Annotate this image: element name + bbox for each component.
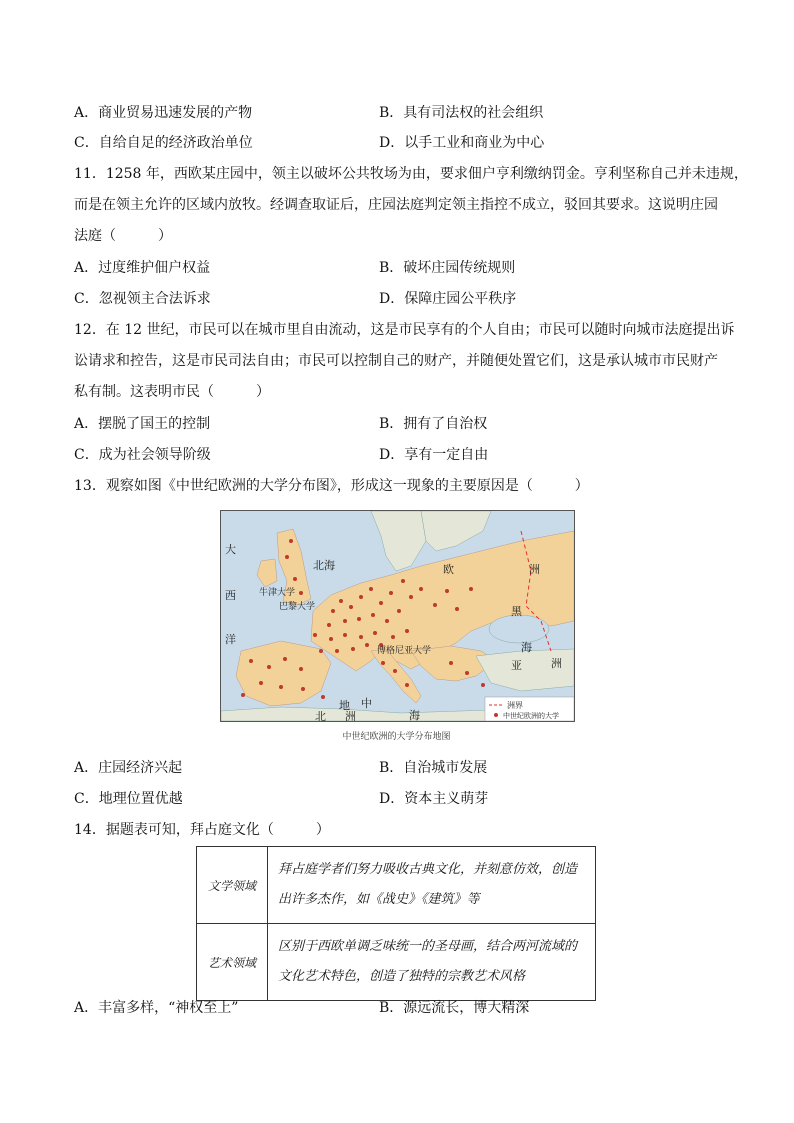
university-dot <box>293 577 297 581</box>
map-label-xi: 西 <box>225 589 236 602</box>
q12-stem-line2: 讼请求和控告，这是市民司法自由；市民可以控制自己的财产，并随便处置它们，这是承认城市市民财产 <box>74 353 718 369</box>
university-dot <box>359 595 363 599</box>
university-dot <box>267 665 271 669</box>
university-dot <box>313 633 317 637</box>
q14-option-a[interactable]: A．丰富多样，“神权至上” <box>74 1000 239 1016</box>
university-dot <box>241 693 245 697</box>
university-dot <box>465 671 469 675</box>
q10-option-b[interactable]: B．具有司法权的社会组织 <box>379 105 544 121</box>
university-dot <box>343 619 347 623</box>
university-dot <box>405 683 409 687</box>
legend-border-label: 洲界 <box>507 701 523 710</box>
q10-option-c[interactable]: C．自给自足的经济政治单位 <box>74 135 253 151</box>
map-label-hai1: 海 <box>521 641 532 654</box>
map-label-oxford: 牛津大学 <box>259 588 296 598</box>
q11-stem-line3: 法庭（ ） <box>74 228 172 244</box>
map-label-zhou3: 洲 <box>345 710 356 721</box>
q11-option-d[interactable]: D．保障庄园公平秩序 <box>379 291 517 307</box>
q11-stem-line2: 而是在领主允许的区域内放牧。经调查取证后，庄园法庭判定领主指控不成立，驳回其要求。这说明庄园 <box>74 197 718 213</box>
university-dot <box>249 659 253 663</box>
map-label-bologna: 博格尼亚大学 <box>377 646 432 656</box>
map-label-hai2: 海 <box>409 709 420 721</box>
map-svg <box>221 511 574 721</box>
university-dot <box>409 595 413 599</box>
university-dot <box>283 657 287 661</box>
university-dot <box>279 685 283 689</box>
university-dot <box>419 587 423 591</box>
map-label-ya: 亚 <box>511 659 522 672</box>
university-dot <box>373 631 377 635</box>
university-dot <box>365 643 369 647</box>
map-label-yang: 洋 <box>225 633 236 646</box>
university-dot <box>385 619 389 623</box>
university-dot <box>321 695 325 699</box>
map-label-zhou2: 洲 <box>551 657 562 670</box>
university-dot <box>445 589 449 593</box>
q11-option-c[interactable]: C．忽视领主合法诉求 <box>74 291 211 307</box>
university-dot <box>259 681 263 685</box>
q11-stem-line1: 11．1258 年，西欧某庄园中，领主以破坏公共牧场为由，要求佃户亨利缴纳罚金。亨利坚称自己并未违规， <box>74 166 748 182</box>
q12-option-d[interactable]: D．享有一定自由 <box>379 447 489 463</box>
university-dot <box>329 637 333 641</box>
q14-stem-line1: 14．据题表可知，拜占庭文化（ ） <box>74 822 330 838</box>
q10-option-a[interactable]: A．商业贸易迅速发展的产物 <box>74 105 253 121</box>
q11-option-b[interactable]: B．破坏庄园传统规则 <box>379 260 516 276</box>
table-row <box>197 847 596 924</box>
q13-option-d[interactable]: D．资本主义萌芽 <box>379 791 489 807</box>
q13-option-a[interactable]: A．庄园经济兴起 <box>74 760 183 776</box>
table-row-head: 艺术领域 <box>197 924 268 1001</box>
university-dot <box>379 601 383 605</box>
map-label-zhou1: 洲 <box>529 563 540 576</box>
q14-option-b[interactable]: B．源远流长，博大精深 <box>379 1000 530 1016</box>
map-label-da: 大 <box>225 543 236 556</box>
university-dot <box>397 609 401 613</box>
university-dot <box>299 667 303 671</box>
university-dot <box>339 599 343 603</box>
map-label-hei: 黑 <box>511 605 522 618</box>
q12-stem-line3: 私有制。这表明市民（ ） <box>74 384 270 400</box>
table-row-body: 区别于西欧单调乏味统一的圣母画，结合两河流域的文化艺术特色，创造了独特的宗教艺术风格 <box>268 924 596 1001</box>
q12-option-b[interactable]: B．拥有了自治权 <box>379 416 488 432</box>
university-dot <box>327 623 331 627</box>
university-dot <box>319 649 323 653</box>
university-dot <box>343 633 347 637</box>
university-dot <box>301 687 305 691</box>
q12-stem-line1: 12．在 12 世纪，市民可以在城市里自由流动，这是市民享有的个人自由；市民可以随时向城市法庭提出诉 <box>74 322 735 338</box>
university-dot <box>481 683 485 687</box>
university-dot <box>349 605 353 609</box>
map-caption: 中世纪欧洲的大学分布地图 <box>342 732 451 742</box>
university-dot <box>393 669 397 673</box>
university-dot <box>371 613 375 617</box>
university-dot <box>285 555 289 559</box>
map-label-zhong: 中 <box>361 697 372 710</box>
university-dot <box>381 661 385 665</box>
black-sea <box>489 615 549 643</box>
map-label-ou: 欧 <box>443 563 454 576</box>
university-dot <box>299 591 303 595</box>
q13-option-c[interactable]: C．地理位置优越 <box>74 791 183 807</box>
map-label-di: 地 <box>339 699 350 712</box>
q12-option-c[interactable]: C．成为社会领导阶级 <box>74 447 211 463</box>
university-dot <box>335 649 339 653</box>
table-row-body: 拜占庭学者们努力吸收古典文化，并刻意仿效，创造出许多杰作，如《战史》《建筑》等 <box>268 847 596 924</box>
university-dot <box>359 635 363 639</box>
legend-univ-label: 中世纪欧洲的大学 <box>503 712 559 720</box>
university-dot <box>401 579 405 583</box>
university-dot <box>391 635 395 639</box>
table-row <box>197 924 596 1001</box>
table-row-head: 文学领域 <box>197 847 268 924</box>
legend-univ-swatch <box>494 713 498 717</box>
university-dot <box>389 591 393 595</box>
q10-option-d[interactable]: D．以手工业和商业为中心 <box>379 135 545 151</box>
university-dot <box>357 617 361 621</box>
q13-stem-line1: 13．观察如图《中世纪欧洲的大学分布图》，形成这一现象的主要原因是（ ） <box>74 478 589 494</box>
university-dot <box>289 539 293 543</box>
university-dot <box>469 587 473 591</box>
map-label-bei: 北 <box>315 710 326 721</box>
map-legend <box>485 697 574 721</box>
university-dot <box>331 609 335 613</box>
q11-option-a[interactable]: A．过度维护佃户权益 <box>74 260 211 276</box>
q12-option-a[interactable]: A．摆脱了国王的控制 <box>74 416 211 432</box>
university-dot <box>455 607 459 611</box>
university-dot <box>433 603 437 607</box>
q13-option-b[interactable]: B．自治城市发展 <box>379 760 488 776</box>
university-dot <box>449 661 453 665</box>
university-dot <box>369 587 373 591</box>
university-dot <box>351 647 355 651</box>
map-label-north-sea: 北海 <box>313 559 335 572</box>
europe-university-map <box>220 510 575 722</box>
map-label-paris: 巴黎大学 <box>279 602 316 612</box>
byzantine-culture-table <box>196 846 596 1001</box>
university-dot <box>405 629 409 633</box>
